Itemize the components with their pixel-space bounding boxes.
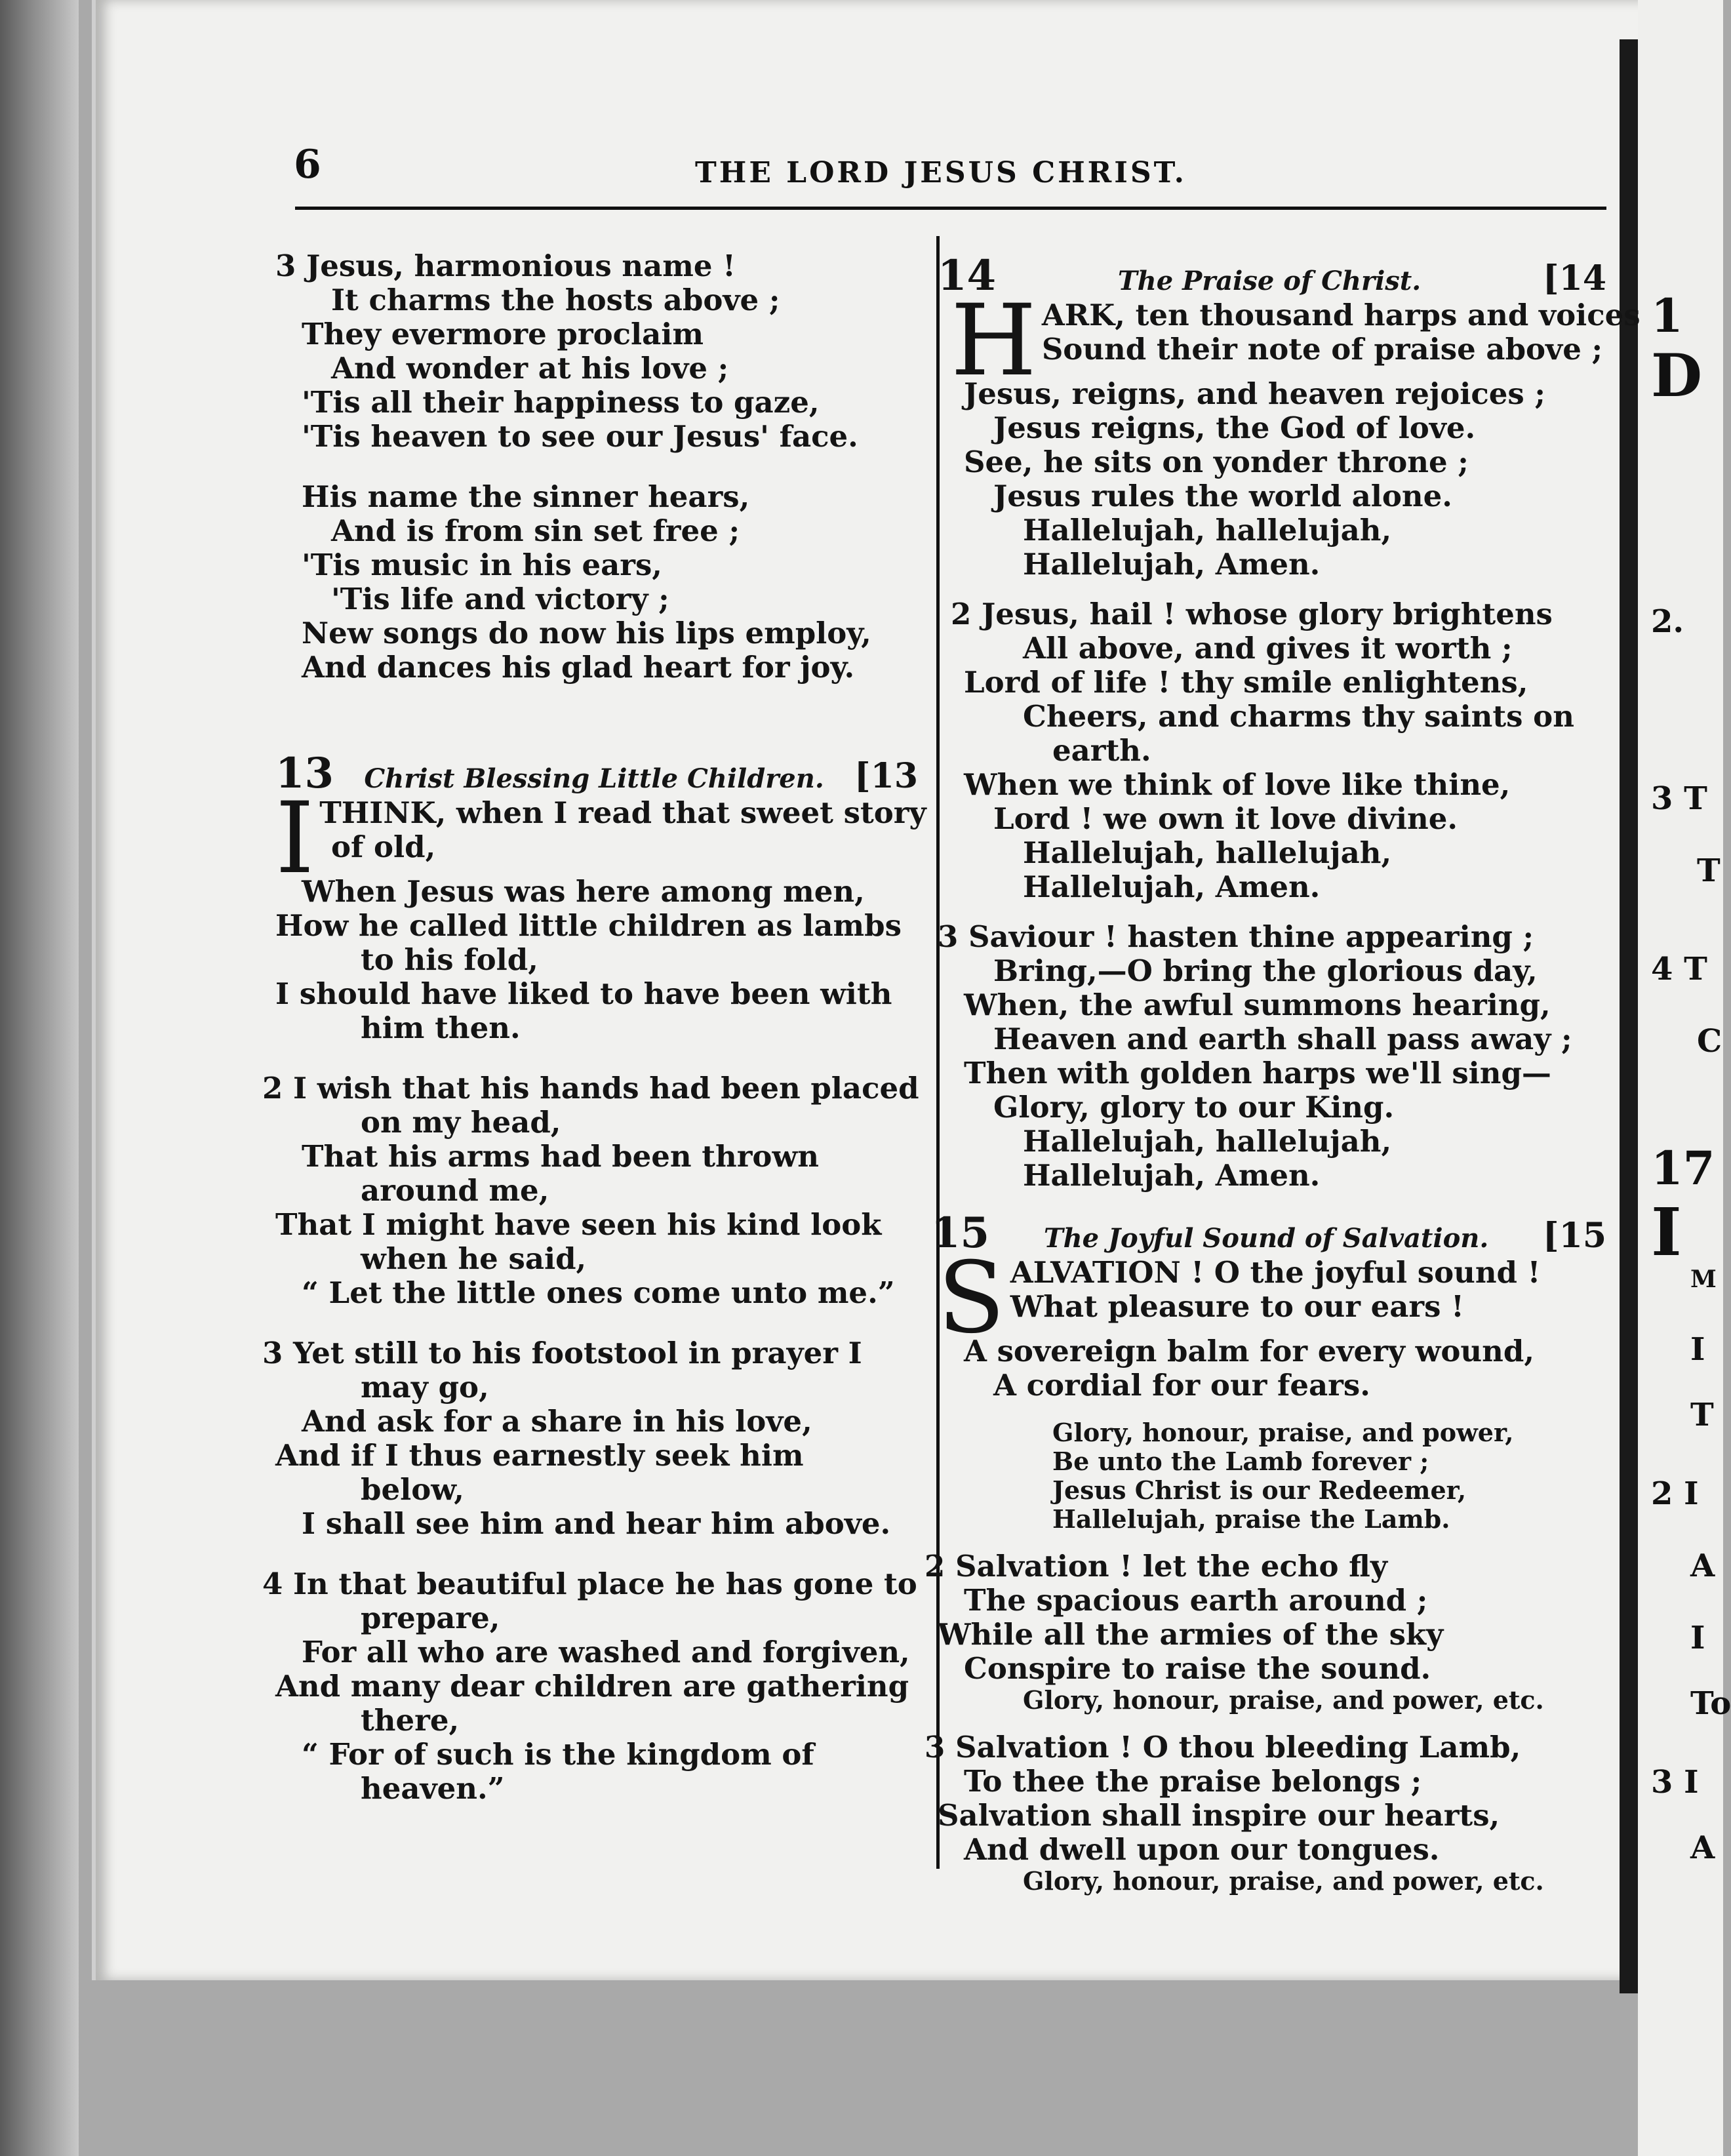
verse-line: earth.: [1052, 733, 1151, 768]
verse-line: They evermore proclaim: [302, 317, 704, 351]
verse-line: When Jesus was here among men,: [302, 874, 865, 909]
verse-line: 3 Saviour ! hasten thine appearing ;: [938, 919, 1534, 954]
verse-line: His name the sinner hears,: [302, 479, 750, 514]
fragment: 2.: [1651, 603, 1684, 640]
running-header: THE LORD JESUS CHRIST.: [695, 156, 1187, 190]
verse-line: 4 In that beautiful place he has gone to: [262, 1567, 917, 1601]
verse-line: I shall see him and hear him above.: [302, 1506, 891, 1541]
verse-line: All above, and gives it worth ;: [1023, 631, 1513, 666]
chorus-line: Glory, honour, praise, and power, etc.: [1023, 1866, 1544, 1896]
header-rule: [295, 207, 1606, 210]
verse-line: When, the awful summons hearing,: [964, 988, 1551, 1022]
verse-line: See, he sits on yonder throne ;: [964, 445, 1469, 479]
verse: [938, 284, 1641, 582]
verse-line: A sovereign balm for every wound,: [964, 1334, 1534, 1368]
verse-line: him then.: [361, 1010, 521, 1045]
fragment: A: [1690, 1547, 1715, 1584]
fragment: 4 T: [1651, 951, 1707, 988]
verse-line: 2 I wish that his hands had been placed: [262, 1071, 919, 1106]
verse-line: 'Tis heaven to see our Jesus' face.: [302, 419, 858, 454]
verse-line: And ask for a share in his love,: [302, 1404, 812, 1439]
verse-line: heaven.”: [361, 1771, 505, 1806]
verse: [938, 920, 1606, 1193]
verse-line: Sound their note of praise above ;: [1041, 332, 1603, 367]
fragment: 3 I: [1651, 1764, 1699, 1801]
page-number: 6: [294, 142, 321, 188]
verse-line: I should have liked to have been with: [275, 976, 892, 1011]
verse-line: when he said,: [361, 1241, 587, 1276]
verse: [925, 1549, 1606, 1715]
fragment: T: [1697, 852, 1721, 889]
fragment: M: [1690, 1266, 1717, 1293]
chorus-line: Glory, honour, praise, and power, etc.: [1023, 1685, 1544, 1715]
verse-line: And if I thus earnestly seek him: [275, 1438, 804, 1473]
verse: [262, 1071, 919, 1310]
fragment: 2 I: [1651, 1475, 1699, 1512]
right-column: [925, 251, 1641, 1896]
hymn-ref: [15: [1543, 1216, 1606, 1256]
hymn-ref: [14: [1543, 258, 1606, 298]
verse-line: Jesus rules the world alone.: [993, 479, 1452, 513]
drop-cap: I: [275, 782, 315, 896]
fragment: A: [1690, 1829, 1715, 1866]
verse-line: Conspire to raise the sound.: [964, 1651, 1431, 1686]
left-column: [262, 249, 926, 1806]
fragment: To: [1690, 1685, 1731, 1722]
verse-line: How he called little children as lambs: [275, 908, 902, 943]
verse: [938, 1241, 1606, 1403]
verse-line: Heaven and earth shall pass away ;: [993, 1022, 1572, 1056]
verse-line: “ Let the little ones come unto me.”: [302, 1275, 895, 1310]
verse-line: For all who are washed and forgiven,: [302, 1635, 910, 1669]
fragment: 1: [1651, 289, 1683, 343]
verse-line: It charms the hosts above ;: [331, 283, 780, 317]
hymn-heading: [931, 1208, 1606, 1258]
hymn-ref: [13: [854, 756, 918, 796]
verse: [938, 597, 1606, 904]
verse-line: 3 Jesus, harmonious name !: [275, 249, 736, 283]
verse-line: New songs do now his lips employ,: [302, 616, 871, 650]
verse-line: The spacious earth around ;: [964, 1583, 1428, 1618]
verse-line: of old,: [331, 829, 436, 864]
verse-line: Then with golden harps we'll sing—: [964, 1056, 1551, 1090]
fragment: I: [1690, 1331, 1705, 1368]
verse-line: “ For of such is the kingdom of: [302, 1737, 814, 1772]
verse-line: Glory, glory to our King.: [993, 1090, 1395, 1125]
verse-line: ARK, ten thousand harps and voices: [1041, 298, 1641, 332]
verse-line: Hallelujah, hallelujah,: [1023, 835, 1392, 870]
verse-line: And wonder at his love ;: [331, 351, 729, 386]
verse-line: may go,: [361, 1370, 489, 1405]
hymn-heading: [275, 749, 918, 798]
verse-line: 2 Salvation ! let the echo fly: [925, 1549, 1388, 1584]
verse-line: below,: [361, 1472, 464, 1507]
drop-cap: H: [951, 284, 1037, 398]
verse-line: And is from sin set free ;: [331, 513, 740, 548]
verse-line: Hallelujah, Amen.: [1023, 547, 1321, 582]
hymn-number: 15: [931, 1208, 990, 1258]
verse: [275, 249, 918, 454]
chorus-line: Glory, honour, praise, and power,: [1052, 1418, 1514, 1447]
fragment: 3 T: [1651, 780, 1707, 817]
verse-line: Hallelujah, Amen.: [1023, 1158, 1321, 1193]
drop-cap: S: [938, 1241, 1005, 1355]
hymn-title: The Joyful Sound of Salvation.: [1043, 1223, 1489, 1254]
verse-line: What pleasure to our ears !: [1010, 1289, 1464, 1324]
verse-line: While all the armies of the sky: [938, 1617, 1444, 1652]
hymn-number: 14: [938, 251, 997, 300]
verse-line: prepare,: [361, 1601, 500, 1635]
verse-line: That I might have seen his kind look: [275, 1207, 882, 1242]
fragment: C: [1697, 1023, 1722, 1060]
verse-line: Lord ! we own it love divine.: [993, 801, 1458, 836]
verse-line: And dwell upon our tongues.: [964, 1832, 1440, 1867]
chorus-line: Jesus Christ is our Redeemer,: [1052, 1475, 1467, 1505]
fragment: 17: [1651, 1141, 1715, 1195]
verse-line: there,: [361, 1703, 460, 1738]
verse-line: Cheers, and charms thy saints on: [1023, 699, 1574, 734]
verse-line: 3 Salvation ! O thou bleeding Lamb,: [925, 1730, 1521, 1765]
verse-line: When we think of love like thine,: [964, 767, 1511, 802]
page-gutter: [1620, 39, 1638, 1993]
verse-line: That his arms had been thrown: [302, 1139, 819, 1174]
chorus: [938, 1418, 1606, 1534]
verse-line: Hallelujah, Amen.: [1023, 869, 1321, 904]
scan-shadow: [0, 0, 79, 2156]
fragment: I: [1690, 1620, 1705, 1656]
fragment: D: [1651, 341, 1703, 410]
verse-line: Salvation shall inspire our hearts,: [938, 1798, 1500, 1833]
verse-line: 'Tis music in his ears,: [302, 548, 662, 582]
verse-line: 2 Jesus, hail ! whose glory brightens: [951, 597, 1553, 631]
verse-line: And dances his glad heart for joy.: [302, 650, 855, 685]
hymn-title: Christ Blessing Little Children.: [364, 763, 824, 794]
verse-line: A cordial for our fears.: [993, 1368, 1370, 1403]
chorus-line: Be unto the Lamb forever ;: [1052, 1447, 1429, 1476]
verse-line: Jesus, reigns, and heaven rejoices ;: [964, 376, 1545, 411]
verse-line: THINK, when I read that sweet story: [319, 795, 926, 830]
verse-line: Jesus reigns, the God of love.: [993, 410, 1476, 445]
verse: [262, 1567, 918, 1806]
verse-line: around me,: [361, 1173, 549, 1208]
verse-line: on my head,: [361, 1105, 561, 1140]
verse-line: 'Tis all their happiness to gaze,: [302, 385, 820, 420]
verse: [262, 1336, 918, 1541]
verse-line: Hallelujah, hallelujah,: [1023, 1124, 1392, 1159]
verse-line: And many dear children are gathering: [275, 1669, 909, 1704]
verse-line: To thee the praise belongs ;: [964, 1764, 1422, 1799]
verse-line: 3 Yet still to his footstool in prayer I: [262, 1336, 862, 1370]
fragment: I: [1651, 1193, 1682, 1271]
verse: [275, 782, 926, 1045]
facing-page-fragment: [1638, 0, 1731, 2156]
verse-line: Bring,—O bring the glorious day,: [993, 953, 1538, 988]
hymn-heading: [938, 251, 1606, 300]
hymn-title: The Praise of Christ.: [1117, 266, 1422, 296]
chorus-line: Hallelujah, praise the Lamb.: [1052, 1504, 1450, 1534]
verse-line: ALVATION ! O the joyful sound !: [1010, 1255, 1541, 1290]
hymn-number: 13: [275, 749, 334, 798]
verse: [275, 480, 918, 685]
verse-line: 'Tis life and victory ;: [331, 582, 669, 616]
verse: [925, 1730, 1606, 1896]
verse-line: Hallelujah, hallelujah,: [1023, 513, 1392, 548]
verse-line: to his fold,: [361, 942, 538, 977]
verse-line: Lord of life ! thy smile enlightens,: [964, 665, 1528, 700]
fragment: T: [1690, 1397, 1714, 1433]
